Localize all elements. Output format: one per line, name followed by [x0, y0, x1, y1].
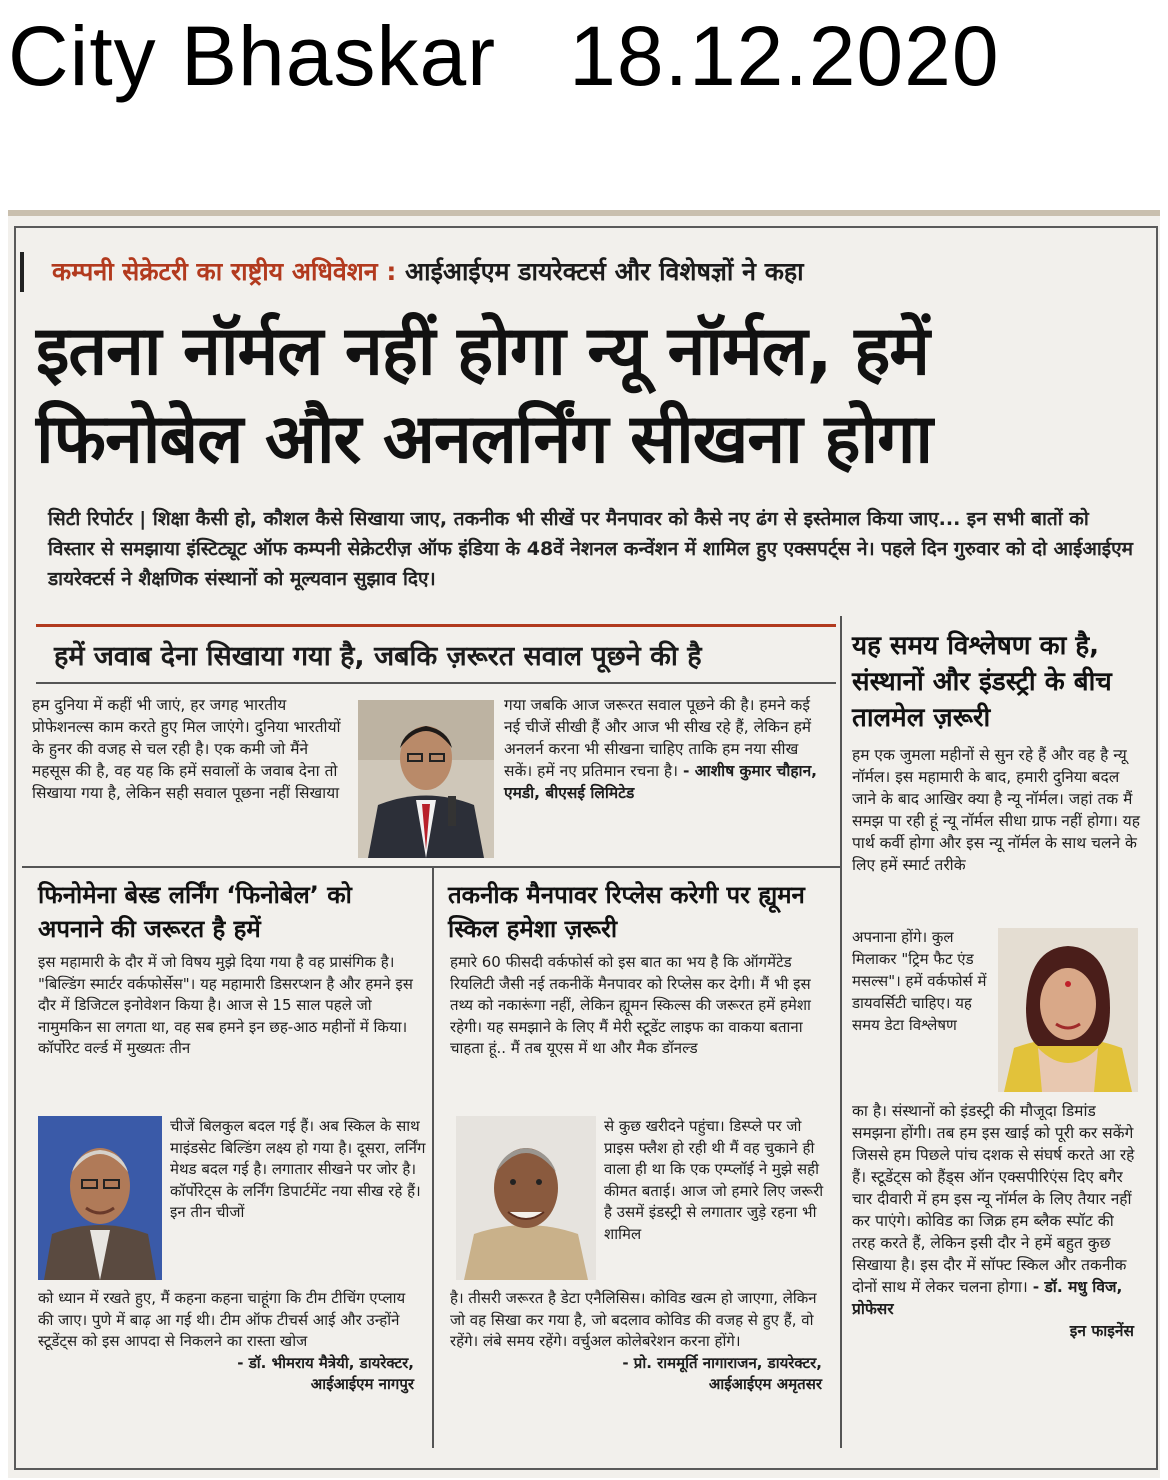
story1-left-column [32, 694, 350, 804]
story3-side-text [604, 1116, 832, 1245]
image-caption [8, 6, 1000, 106]
story4-bottom-paragraph: का है। संस्थानों को इंडस्ट्री की मौजूदा डिमांड समझना होंगी। तब हम इस खाई को पूरी कर सकेंगे जिससे हम पिछले पांच दशक से संघर्ष करते आ रहे हैं। स्टूडेंट्स को हैंड्स ऑन एक्सपीरिएंस दिए बगैर चार दीवारी में हम इस न्यू नॉर्मल के लिए तैयार नहीं कर पाएंगे। कोविड का जिक्र हम ब्लैक स्पॉट की तरह करते हैं, लेकिन इसी दौर ने हमें बहुत कुछ सिखाया है। इस दौर में सॉफ्ट स्किल और तकनीक दोनों साथ में लेकर चलना होगा। [852, 1102, 1135, 1296]
headline-line-2: फिनोबेल और अनलर्निंग सीखना होगा [36, 400, 933, 479]
photo-bhimaray-metri [38, 1116, 162, 1280]
story2-bottom-paragraph: को ध्यान में रखते हुए, मैं कहना कहना चाहूंगा कि टीम टीचिंग एप्लाय की जाए। पुणे में बाढ़ आ गई थी। टीम ऑफ टीचर्स आई और उन्होंने स्टूडेंट्स को इस आपदा से निकलने का रास्ता खोज [38, 1289, 406, 1350]
photo-ashish-kumar-chauhan [358, 700, 494, 858]
story1-heading: हमें जवाब देना सिखाया गया है, जबकि ज़रूरत सवाल पूछने की है [54, 641, 702, 672]
story4-bottom-text [852, 1100, 1142, 1342]
story3-bottom-paragraph: है। तीसरी जरूरत है डेटा एनैलिसिस। कोविड खत्म हो जाएगा, लेकिन जो वह सिखा कर गया है, जो बदलाव कोविड की वजह से हुए हैं, वो रहेंगे। लंबे समय रहेंगे। वर्चुअल कोलेबरेशन करना होंगे। [450, 1289, 817, 1350]
section-rule [36, 624, 836, 627]
story3-signature-org: आईआईएम अमृतसर [708, 1375, 822, 1393]
publication-date: 18.12.2020 [569, 9, 1000, 103]
story2-heading: फिनोमेना बेस्ड लर्निंग ‘फिनोबेल’ को अपनाने की जरूरत है हमें [38, 881, 352, 943]
kicker-text: आईआईएम डायरेक्टर्स और विशेषज्ञों ने कहा [405, 257, 804, 286]
photo-madhu-vij [998, 928, 1138, 1092]
story4-top-paragraph: हम एक जुमला महीनों से सुन रहे हैं और वह है न्यू नॉर्मल। इस महामारी के बाद, हमारी दुनिया बदल जाने के बाद आखिर क्या है न्यू नॉर्मल। जहां तक मैं समझ पा रही हूं न्यू नॉर्मल सीधा ग्राफ नहीं होगा। यह पार्थ कर्वी होगा और इस न्यू नॉर्मल के साथ चलने के लिए हमें स्मार्ट तरीके [852, 746, 1141, 874]
divider [22, 866, 840, 868]
story2-bottom-text [38, 1288, 424, 1396]
story3-bottom-text [450, 1288, 832, 1396]
story3-heading: तकनीक मैनपावर रिप्लेस करेगी पर ह्यूमन स्किल हमेशा ज़रूरी [448, 881, 805, 943]
newspaper-clipping [8, 210, 1160, 1478]
publication-name: City Bhaskar [8, 9, 497, 103]
story3-side-paragraph: से कुछ खरीदने पहुंचा। डिस्प्ले पर जो प्राइस फ्लैश हो रही थी मैं वह चुकाने ही वाला ही था कि एक एम्प्लॉई ने मुझे सही कीमत बताई। आज जो हमारे लिए जरूरी है उसमें इंडस्ट्री से लगातार जुड़े रहना भी शामिल [604, 1117, 824, 1243]
divider [36, 682, 836, 684]
story4-top-text [852, 744, 1142, 876]
story4-signature-name: - डॉ. मधु विज, प्रोफेसर [852, 1278, 1123, 1318]
intro-text: शिक्षा कैसी हो, कौशल कैसे सिखाया जाए, तकनीक भी सीखें पर मैनपावर को कैसे नए ढंग से इस्तेमाल किया जाए... इन सभी बातों को विस्तार से समझाया इंस्टिट्यूट ऑफ कम्पनी सेक्रेटरीज़ ऑफ इंडिया के 48वें नेशनल कन्वेंशन में शामिल हुए एक्सपर्ट्स ने। पहले दिन गुरुवार को दो आईआईएम डायरेक्टर्स ने शैक्षणिक संस्थानों को मूल्यवान सुझाव दिए। [48, 508, 1133, 590]
column-divider [840, 616, 842, 1448]
story2-top-text [38, 952, 424, 1060]
story1-signature: - आशीष कुमार चौहान, एमडी, बीएसई लिमिटेड [504, 762, 818, 802]
story1-right-text: गया जबकि आज जरूरत सवाल पूछने की है। हमने कई नई चीजें सीखी हैं और आज भी सीख रहे हैं, लेकिन हमें अनलर्न करना भी सीखना चाहिए ताकि हम नया सीख सकें। हमें नए प्रतिमान रचना है। [504, 696, 812, 780]
kicker-label: कम्पनी सेक्रेटरी का राष्ट्रीय अधिवेशन : [52, 257, 397, 286]
column-divider [432, 868, 434, 1448]
story2-signature-name: - डॉ. भीमराय मैत्रेयी, डायरेक्टर, [237, 1353, 414, 1372]
intro-paragraph [48, 504, 1138, 594]
kicker [20, 252, 1160, 292]
story2-top-paragraph: इस महामारी के दौर में जो विषय मुझे दिया गया है वह प्रासंगिक है। "बिल्डिंग स्मार्टर वर्कफोर्सेस"। यह महामारी डिसरप्शन है और हमने इस दौर में डिजिटल इनोवेशन किया है। आज से 15 साल पहले जो नामुमकिन सा लगता था, वह सब हमने इन छह-आठ महीनों में किया। कॉर्पोरेट वर्ल्ड में मुख्यतः तीन [38, 953, 413, 1057]
story3-top-paragraph: हमारे 60 फीसदी वर्कफोर्स को इस बात का भय है कि ऑगमेंटेड रियलिटी जैसी नई तकनीकें मैनपावर को रिप्लेस कर देगी। मैं भी इस तथ्य को नकारूंगा नहीं, लेकिन ह्यूमन स्किल्स की जरूरत हमें हमेशा रहेगी। यह समझाने के लिए मैं मेरी स्टूडेंट लाइफ का वाकया बताना चाहता हूं.. मैं तब यूएस में था और मैक डॉनल्ड [450, 953, 811, 1057]
story4-signature-org: इन फाइनेंस [1069, 1322, 1134, 1340]
byline: सिटी रिपोर्टर | [48, 508, 147, 530]
story4-heading: यह समय विश्लेषण का है, संस्थानों और इंडस्ट्री के बीच तालमेल ज़रूरी [852, 631, 1112, 733]
story2-side-paragraph: चीजें बिलकुल बदल गई हैं। अब स्किल के साथ माइंडसेट बिल्डिंग लक्ष्य हो गया है। दूसरा, लर्निंग मेथड बदल गई है। लगातार सीखने पर जोर है। कॉर्पोरेट्स के लर्निंग डिपार्टमेंट नया सीख रहे हैं। इन तीन चीजों [170, 1117, 426, 1221]
headline [36, 308, 1146, 484]
photo-rammurthy-nagarajan [456, 1116, 596, 1280]
story1-left-text: हम दुनिया में कहीं भी जाएं, हर जगह भारतीय प्रोफेशनल्स काम करते हुए मिल जाएंगे। दुनिया भारतीयों के हुनर की वजह से चल रही है। एक कमी जो मैंने महसूस की है, वह यह कि हमें सवालों के जवाब देना तो सिखाया गया है, लेकिन सही सवाल पूछना नहीं सिखाया [32, 696, 341, 802]
story2-side-text [170, 1116, 426, 1224]
story3-signature-name: - प्रो. राममूर्ति नागाराजन, डायरेक्टर, [622, 1353, 822, 1372]
headline-line-1: इतना नॉर्मल नहीं होगा न्यू नॉर्मल, हमें [36, 312, 929, 391]
story4-side-text [852, 926, 992, 1036]
story4-side-paragraph: अपनाना होंगे। कुल मिलाकर "ट्रिम फैट एंड मसल्स"। हमें वर्कफोर्स में डायवर्सिटी चाहिए। यह समय डेटा विश्लेषण [852, 928, 987, 1034]
story3-top-text [450, 952, 830, 1060]
story1-right-column [504, 694, 824, 804]
story2-signature-org: आईआईएम नागपुर [310, 1375, 414, 1393]
